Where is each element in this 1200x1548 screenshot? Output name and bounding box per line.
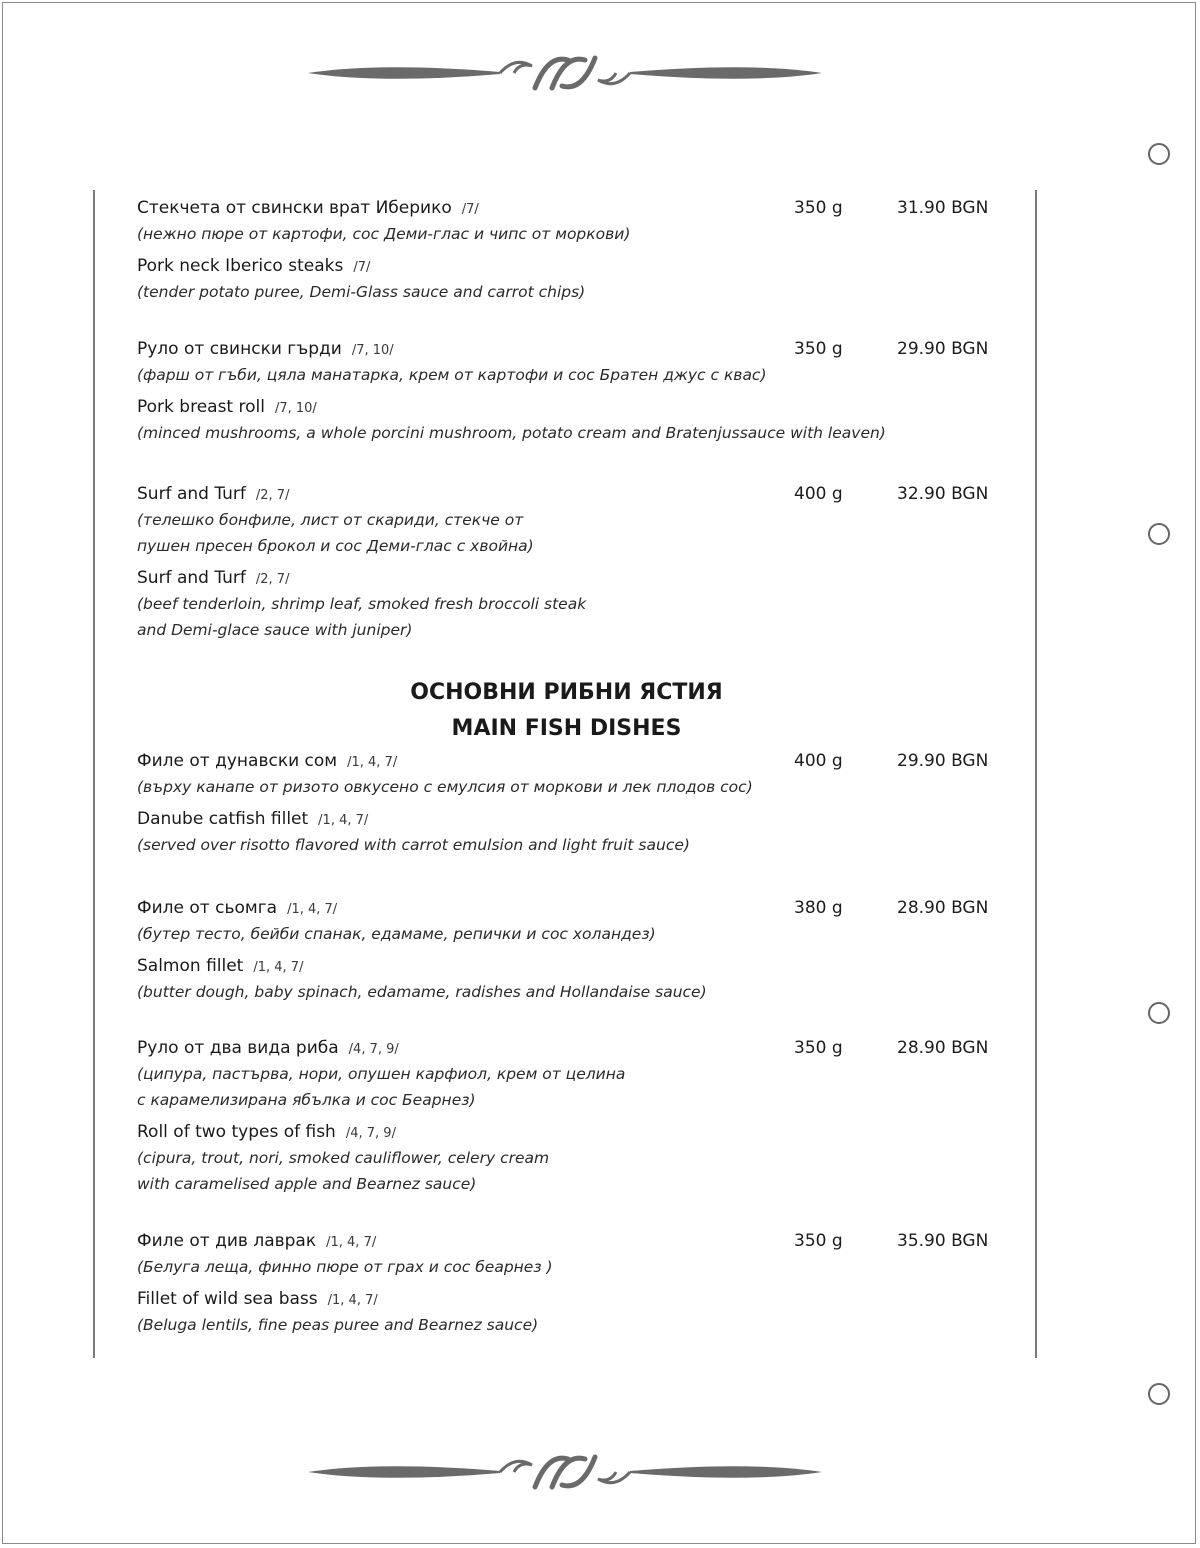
dish-name-bg: Surf and Turf — [137, 484, 246, 504]
menu-item — [137, 481, 1007, 643]
decorative-flourish-bottom — [300, 1447, 830, 1497]
allergens: /2, 7/ — [255, 488, 290, 503]
section-title-bg: ОСНОВНИ РИБНИ ЯСТИЯ — [410, 680, 723, 705]
menu-item — [137, 748, 1007, 858]
dish-price: 32.90 BGN — [897, 484, 989, 504]
dish-weight: 350 g — [794, 1231, 843, 1251]
decorative-flourish-top — [300, 48, 830, 98]
dish-description-bg: с карамелизирана ябълка и сос Беарнез) — [137, 1091, 476, 1109]
dish-description-bg: (телешко бонфиле, лист от скариди, стекче от — [137, 511, 524, 529]
dish-price: 28.90 BGN — [897, 1038, 989, 1058]
allergens: /4, 7, 9/ — [348, 1042, 399, 1057]
dish-name-en: Roll of two types of fish — [137, 1122, 336, 1142]
dish-name-en: Pork neck Iberico steaks — [137, 256, 344, 276]
dish-weight: 400 g — [794, 751, 843, 771]
dish-name-bg: Филе от дунавски сом — [137, 751, 338, 771]
allergens: /1, 4, 7/ — [253, 960, 304, 975]
menu-item — [137, 1228, 1007, 1338]
dish-description-en: (minced mushrooms, a whole porcini mushroom, potato cream and Bratenjussauce with leaven) — [137, 424, 886, 442]
dish-price: 35.90 BGN — [897, 1231, 989, 1251]
dish-description-bg: (върху канапе от ризото овкусено с емулсия от моркови и лек плодов сос) — [137, 778, 753, 796]
dish-price: 29.90 BGN — [897, 339, 989, 359]
allergens: /7, 10/ — [274, 401, 317, 416]
dish-name-bg: Стекчета от свински врат Иберико — [137, 198, 452, 218]
dish-weight: 380 g — [794, 898, 843, 918]
dish-name-en: Pork breast roll — [137, 397, 265, 417]
dish-name-bg: Филе от див лаврак — [137, 1231, 317, 1251]
dish-name-bg: Руло от два вида риба — [137, 1038, 339, 1058]
dish-description-en: and Demi-glace sauce with juniper) — [137, 621, 413, 639]
dish-description-bg: (Белуга леща, финно пюре от грах и сос беарнез ) — [137, 1258, 553, 1276]
binder-hole — [1148, 523, 1170, 545]
dish-price: 31.90 BGN — [897, 198, 989, 218]
binder-hole — [1148, 1383, 1170, 1405]
dish-weight: 350 g — [794, 198, 843, 218]
menu-item — [137, 336, 1007, 446]
allergens: /4, 7, 9/ — [345, 1126, 396, 1141]
dish-description-en: (butter dough, baby spinach, edamame, radishes and Hollandaise sauce) — [137, 983, 707, 1001]
dish-name-bg: Руло от свински гърди — [137, 339, 342, 359]
allergens: /7/ — [353, 260, 371, 275]
dish-name-en: Danube catfish fillet — [137, 809, 309, 829]
dish-description-bg: пушен пресен брокол и сос Деми-глас с хвойна) — [137, 537, 534, 555]
dish-description-bg: (нежно пюре от картофи, сос Деми-глас и чипс от моркови) — [137, 225, 631, 243]
dish-description-en: (tender potato puree, Demi-Glass sauce and carrot chips) — [137, 283, 586, 301]
dish-description-bg: (фарш от гъби, цяла манатарка, крем от картофи и сос Братен джус с квас) — [137, 366, 767, 384]
dish-description-bg: (ципура, пастърва, нори, опушен карфиол, крем от целина — [137, 1065, 626, 1083]
menu-item — [137, 195, 1007, 305]
allergens: /7/ — [461, 202, 479, 217]
right-rule — [1035, 190, 1037, 1358]
dish-weight: 350 g — [794, 1038, 843, 1058]
allergens: /1, 4, 7/ — [326, 1235, 377, 1250]
dish-weight: 400 g — [794, 484, 843, 504]
dish-weight: 350 g — [794, 339, 843, 359]
allergens: /1, 4, 7/ — [287, 902, 338, 917]
binder-hole — [1148, 1002, 1170, 1024]
dish-price: 29.90 BGN — [897, 751, 989, 771]
allergens: /1, 4, 7/ — [327, 1293, 378, 1308]
dish-description-en: (served over risotto flavored with carrot emulsion and light fruit sauce) — [137, 836, 690, 854]
dish-price: 28.90 BGN — [897, 898, 989, 918]
binder-hole — [1148, 143, 1170, 165]
allergens: /1, 4, 7/ — [318, 813, 369, 828]
dish-description-bg: (бутер тесто, бейби спанак, едамаме, репички и сос холандез) — [137, 925, 656, 943]
dish-description-en: with caramelised apple and Bearnez sauce) — [137, 1175, 477, 1193]
dish-description-en: (cipura, trout, nori, smoked cauliflower, celery cream — [137, 1149, 550, 1167]
menu-item — [137, 895, 1007, 1005]
dish-name-bg: Филе от сьомга — [137, 898, 278, 918]
dish-name-en: Surf and Turf — [137, 568, 246, 588]
dish-name-en: Fillet of wild sea bass — [137, 1289, 318, 1309]
allergens: /2, 7/ — [255, 572, 290, 587]
allergens: /1, 4, 7/ — [347, 755, 398, 770]
section-title-en: MAIN FISH DISHES — [451, 716, 682, 741]
left-rule — [93, 190, 95, 1358]
dish-description-en: (Beluga lentils, fine peas puree and Bearnez sauce) — [137, 1316, 539, 1334]
menu-item — [137, 1035, 1007, 1197]
dish-name-en: Salmon fillet — [137, 956, 244, 976]
allergens: /7, 10/ — [351, 343, 394, 358]
dish-description-en: (beef tenderloin, shrimp leaf, smoked fresh broccoli steak — [137, 595, 587, 613]
